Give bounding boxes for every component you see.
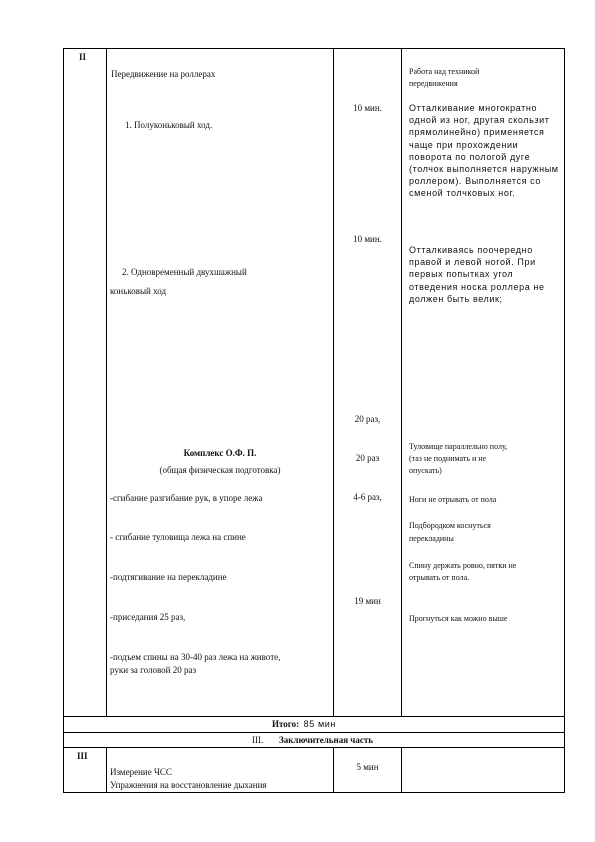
section3-item-2: Упражнения на восстановление дыхания bbox=[110, 780, 267, 790]
total-row bbox=[272, 719, 336, 730]
section3-item-1: Измерение ЧСС bbox=[110, 767, 172, 777]
exercise-item-1: 1. Полуконьковый ход. bbox=[125, 120, 213, 130]
note-ofp-5: Прогнуться как можно выше bbox=[409, 614, 508, 623]
ofp-exercise-4: -приседания 25 раз, bbox=[110, 612, 186, 622]
col-divider-dose bbox=[401, 48, 402, 717]
note-ofp-3-line2: перекладины bbox=[409, 534, 454, 543]
total-label: Итого: bbox=[272, 719, 300, 729]
section3-header-bottom-border bbox=[63, 747, 565, 748]
note-ofp-4-line2: отрывать от пола. bbox=[409, 573, 470, 582]
total-value: 85 мин bbox=[303, 719, 336, 729]
note-technique-2: Отталкиваясь поочередно правой и левой ногой. При первых попытках угол отведения носка роллера не должен быть велик; bbox=[409, 245, 545, 304]
complex-title: Комплекс О.Ф. П. bbox=[183, 448, 257, 458]
col-divider-content bbox=[333, 48, 334, 717]
dosage-4: 20 раз bbox=[355, 453, 380, 463]
notes-header-line2: передвижения bbox=[409, 79, 458, 88]
complex-subtitle: (общая физическая подготовка) bbox=[159, 465, 281, 475]
ofp-exercise-2: - сгибание туловища лежа на спине bbox=[110, 532, 246, 542]
section3-header bbox=[252, 735, 373, 746]
section3-header-title: Заключительная часть bbox=[279, 735, 374, 745]
col-divider-dose-s3 bbox=[401, 747, 402, 793]
dosage-3: 20 раз, bbox=[354, 414, 381, 424]
ofp-exercise-1: -сгибание разгибание рук, в упоре лежа bbox=[110, 493, 263, 503]
note-ofp-1-line1: Туловище параллельно полу, bbox=[409, 442, 508, 451]
total-row-bottom-border bbox=[63, 732, 565, 733]
note-ofp-2: Ноги не отрывать от пола bbox=[409, 495, 497, 504]
section3-number: III bbox=[77, 751, 88, 761]
exercise-item-2-line2: коньковый ход bbox=[110, 286, 167, 296]
table-top-border bbox=[63, 48, 565, 49]
ofp-exercise-5-line2: руки за головой 20 раз bbox=[110, 665, 197, 675]
table-right-border bbox=[564, 48, 565, 793]
dosage-1: 10 мин. bbox=[353, 103, 382, 113]
table-bottom-border bbox=[63, 792, 565, 793]
note-ofp-1-line2: (таз не поднимать и не bbox=[409, 454, 487, 463]
section2-number: II bbox=[79, 52, 87, 62]
exercise-item-2-line1: 2. Одновременный двухшажный bbox=[122, 267, 247, 277]
section3-header-num: III. bbox=[252, 735, 264, 745]
dosage-6: 19 мин bbox=[354, 596, 381, 606]
table-left-border bbox=[63, 48, 64, 793]
notes-header-line1: Работа над техникой bbox=[409, 67, 480, 76]
col-divider-num-s3 bbox=[106, 747, 107, 793]
note-technique-1: Отталкивание многократно одной из ног, другая скользит прямолинейно) применяется чаще при прохождении поворота по пологой дуге (толчок выполняется наружным роллером). Выполняется со сменой толчковых ног. bbox=[409, 103, 559, 199]
note-ofp-1-line3: опускать) bbox=[409, 466, 442, 475]
section2-title: Передвижение на роллерах bbox=[111, 69, 216, 79]
dosage-5: 4-6 раз, bbox=[353, 492, 382, 502]
section2-bottom-border bbox=[63, 716, 565, 717]
dosage-2: 10 мин. bbox=[353, 234, 382, 244]
section3-dosage: 5 мин bbox=[356, 762, 379, 772]
ofp-exercise-5-line1: -подъем спины на 30-40 раз лежа на животе, bbox=[110, 652, 281, 662]
col-divider-num bbox=[106, 48, 107, 717]
note-ofp-4-line1: Спину держать ровно, пятки не bbox=[409, 561, 517, 570]
ofp-exercise-3: -подтягивание на перекладине bbox=[110, 572, 227, 582]
note-ofp-3-line1: Подбородком коснуться bbox=[409, 521, 491, 530]
